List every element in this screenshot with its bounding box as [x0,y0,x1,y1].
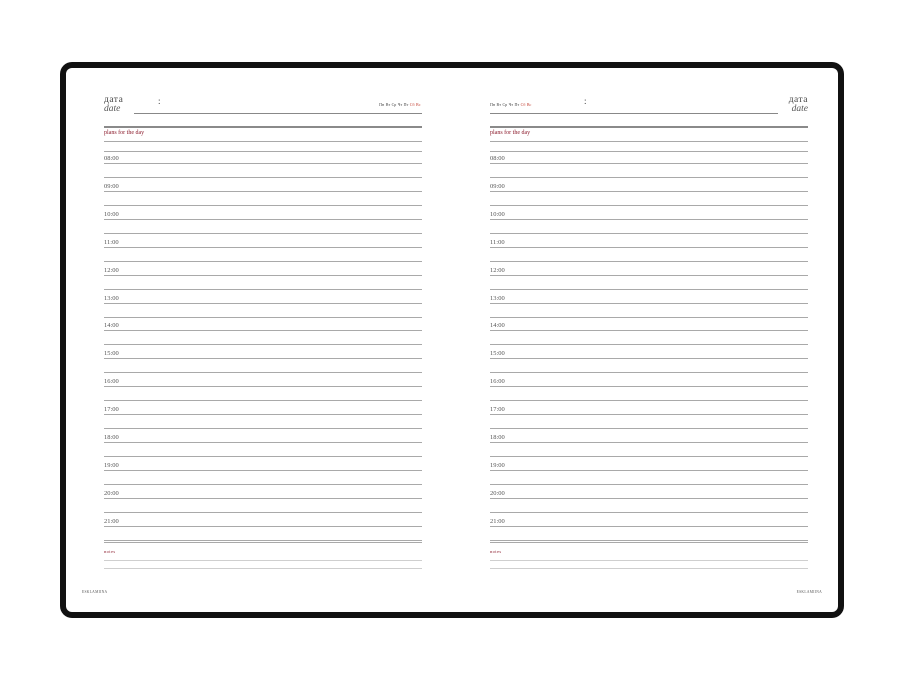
time-slot-label: 16:00 [490,378,505,386]
time-slot-label: 08:00 [104,155,119,162]
writing-line [490,151,808,152]
time-slot-label: 15:00 [104,350,119,358]
writing-line [104,484,422,485]
writing-line [490,233,808,234]
writing-line [104,400,422,401]
writing-line [490,414,808,415]
date-label: дата date [104,95,124,114]
writing-line [490,568,808,569]
writing-line [490,344,808,345]
writing-line [490,205,808,206]
writing-line [490,456,808,457]
weekday-row [490,102,533,107]
writing-line [490,560,808,561]
writing-line [490,219,808,220]
writing-line [490,303,808,304]
date-colon: : [584,96,587,106]
time-slot-label: 16:00 [104,378,119,386]
writing-line [490,484,808,485]
writing-line [104,141,422,142]
writing-line [490,526,808,527]
plans-label: plans for the day [104,130,145,136]
writing-line [490,428,808,429]
weekday-label: Пт [403,102,409,107]
writing-line [490,498,808,499]
time-slot-label: 14:00 [490,322,505,330]
weekday-label: Пн [379,102,385,107]
weekday-label: Сб [409,102,415,107]
writing-line [490,247,808,248]
writing-line [490,261,808,262]
writing-line [104,526,422,527]
weekday-label: Пн [490,102,496,107]
weekday-label: Вт [385,102,391,107]
writing-line [104,317,422,318]
writing-line [490,141,808,142]
writing-line [104,568,422,569]
time-slot-label: 17:00 [490,406,505,414]
weekday-label: Вс [526,102,532,107]
writing-line [490,289,808,290]
weekday-label: Ср [502,102,508,107]
time-slot-label: 20:00 [104,489,119,497]
writing-line [104,275,422,276]
writing-line [104,219,422,220]
time-slot-label: 15:00 [490,350,505,358]
weekday-label: Ср [391,102,397,107]
writing-line [490,358,808,359]
time-slot-label: 13:00 [490,294,505,302]
time-slot-label: 21:00 [104,517,119,525]
writing-line [104,560,422,561]
writing-line [490,400,808,401]
time-slot-label: 12:00 [104,266,119,274]
writing-line [490,442,808,443]
header-divider [490,126,808,128]
weekday-label: Чт [397,102,403,107]
writing-line [104,177,422,178]
writing-line [490,191,808,192]
writing-line [104,163,422,164]
date-header [104,96,422,122]
notes-label: notes [490,549,502,554]
date-label: дата date [788,95,808,114]
writing-line [490,372,808,373]
writing-line [104,456,422,457]
writing-line [104,344,422,345]
writing-line [490,177,808,178]
writing-line [104,151,422,152]
writing-line [490,330,808,331]
writing-line [104,498,422,499]
writing-line [490,512,808,513]
time-slot-label: 21:00 [490,517,505,525]
time-slot-label: 09:00 [490,182,505,190]
weekday-label: Чт [508,102,513,107]
weekday-label: Вт [496,102,501,107]
time-slot-label: 12:00 [490,266,505,274]
writing-line [104,372,422,373]
writing-line [104,261,422,262]
date-colon: : [158,96,161,106]
writing-line [104,512,422,513]
writing-line [104,289,422,290]
writing-line [490,275,808,276]
writing-line [104,303,422,304]
time-slot-label: 10:00 [104,210,119,218]
writing-line [104,330,422,331]
time-slot-label: 19:00 [490,461,505,469]
weekday-label: Пт [514,102,520,107]
time-slot-label: 14:00 [104,322,119,330]
time-slot-label: 19:00 [104,461,119,469]
time-slot-label: 17:00 [104,406,119,414]
writing-line [490,540,808,541]
weekday-label: Сб [520,102,526,107]
writing-line [490,542,808,543]
planner-cover [60,62,844,618]
writing-line [104,386,422,387]
time-slot-label: 18:00 [104,434,119,441]
header-divider [104,126,422,128]
writing-line [104,358,422,359]
writing-line [104,428,422,429]
left-page [66,68,452,612]
writing-line [490,317,808,318]
weekday-row [379,102,422,107]
writing-line [104,191,422,192]
brand-mark: ESKLAMIINA [82,590,108,594]
writing-line [490,386,808,387]
time-slot-label: 11:00 [490,238,505,246]
writing-line [104,442,422,443]
writing-line [490,163,808,164]
time-slot-label: 20:00 [490,489,505,497]
weekday-label: Вс [416,102,421,107]
writing-line [104,233,422,234]
time-slot-label: 09:00 [104,182,119,190]
brand-mark: ESKLAMIINA [796,590,822,594]
writing-line [104,540,422,541]
writing-line [104,414,422,415]
time-slot-label: 08:00 [490,155,505,162]
writing-line [104,205,422,206]
notes-label: notes [104,549,116,554]
date-header [490,96,808,122]
time-slot-label: 18:00 [490,434,505,441]
writing-line [104,542,422,543]
writing-line [104,470,422,471]
date-underline [134,113,422,114]
plans-label: plans for the day [490,130,531,136]
time-slot-label: 10:00 [490,210,505,218]
time-slot-label: 11:00 [104,238,119,246]
date-underline [490,113,778,114]
planner-spread [66,68,838,612]
right-page [452,68,838,612]
writing-line [104,247,422,248]
time-slot-label: 13:00 [104,294,119,302]
writing-line [490,470,808,471]
